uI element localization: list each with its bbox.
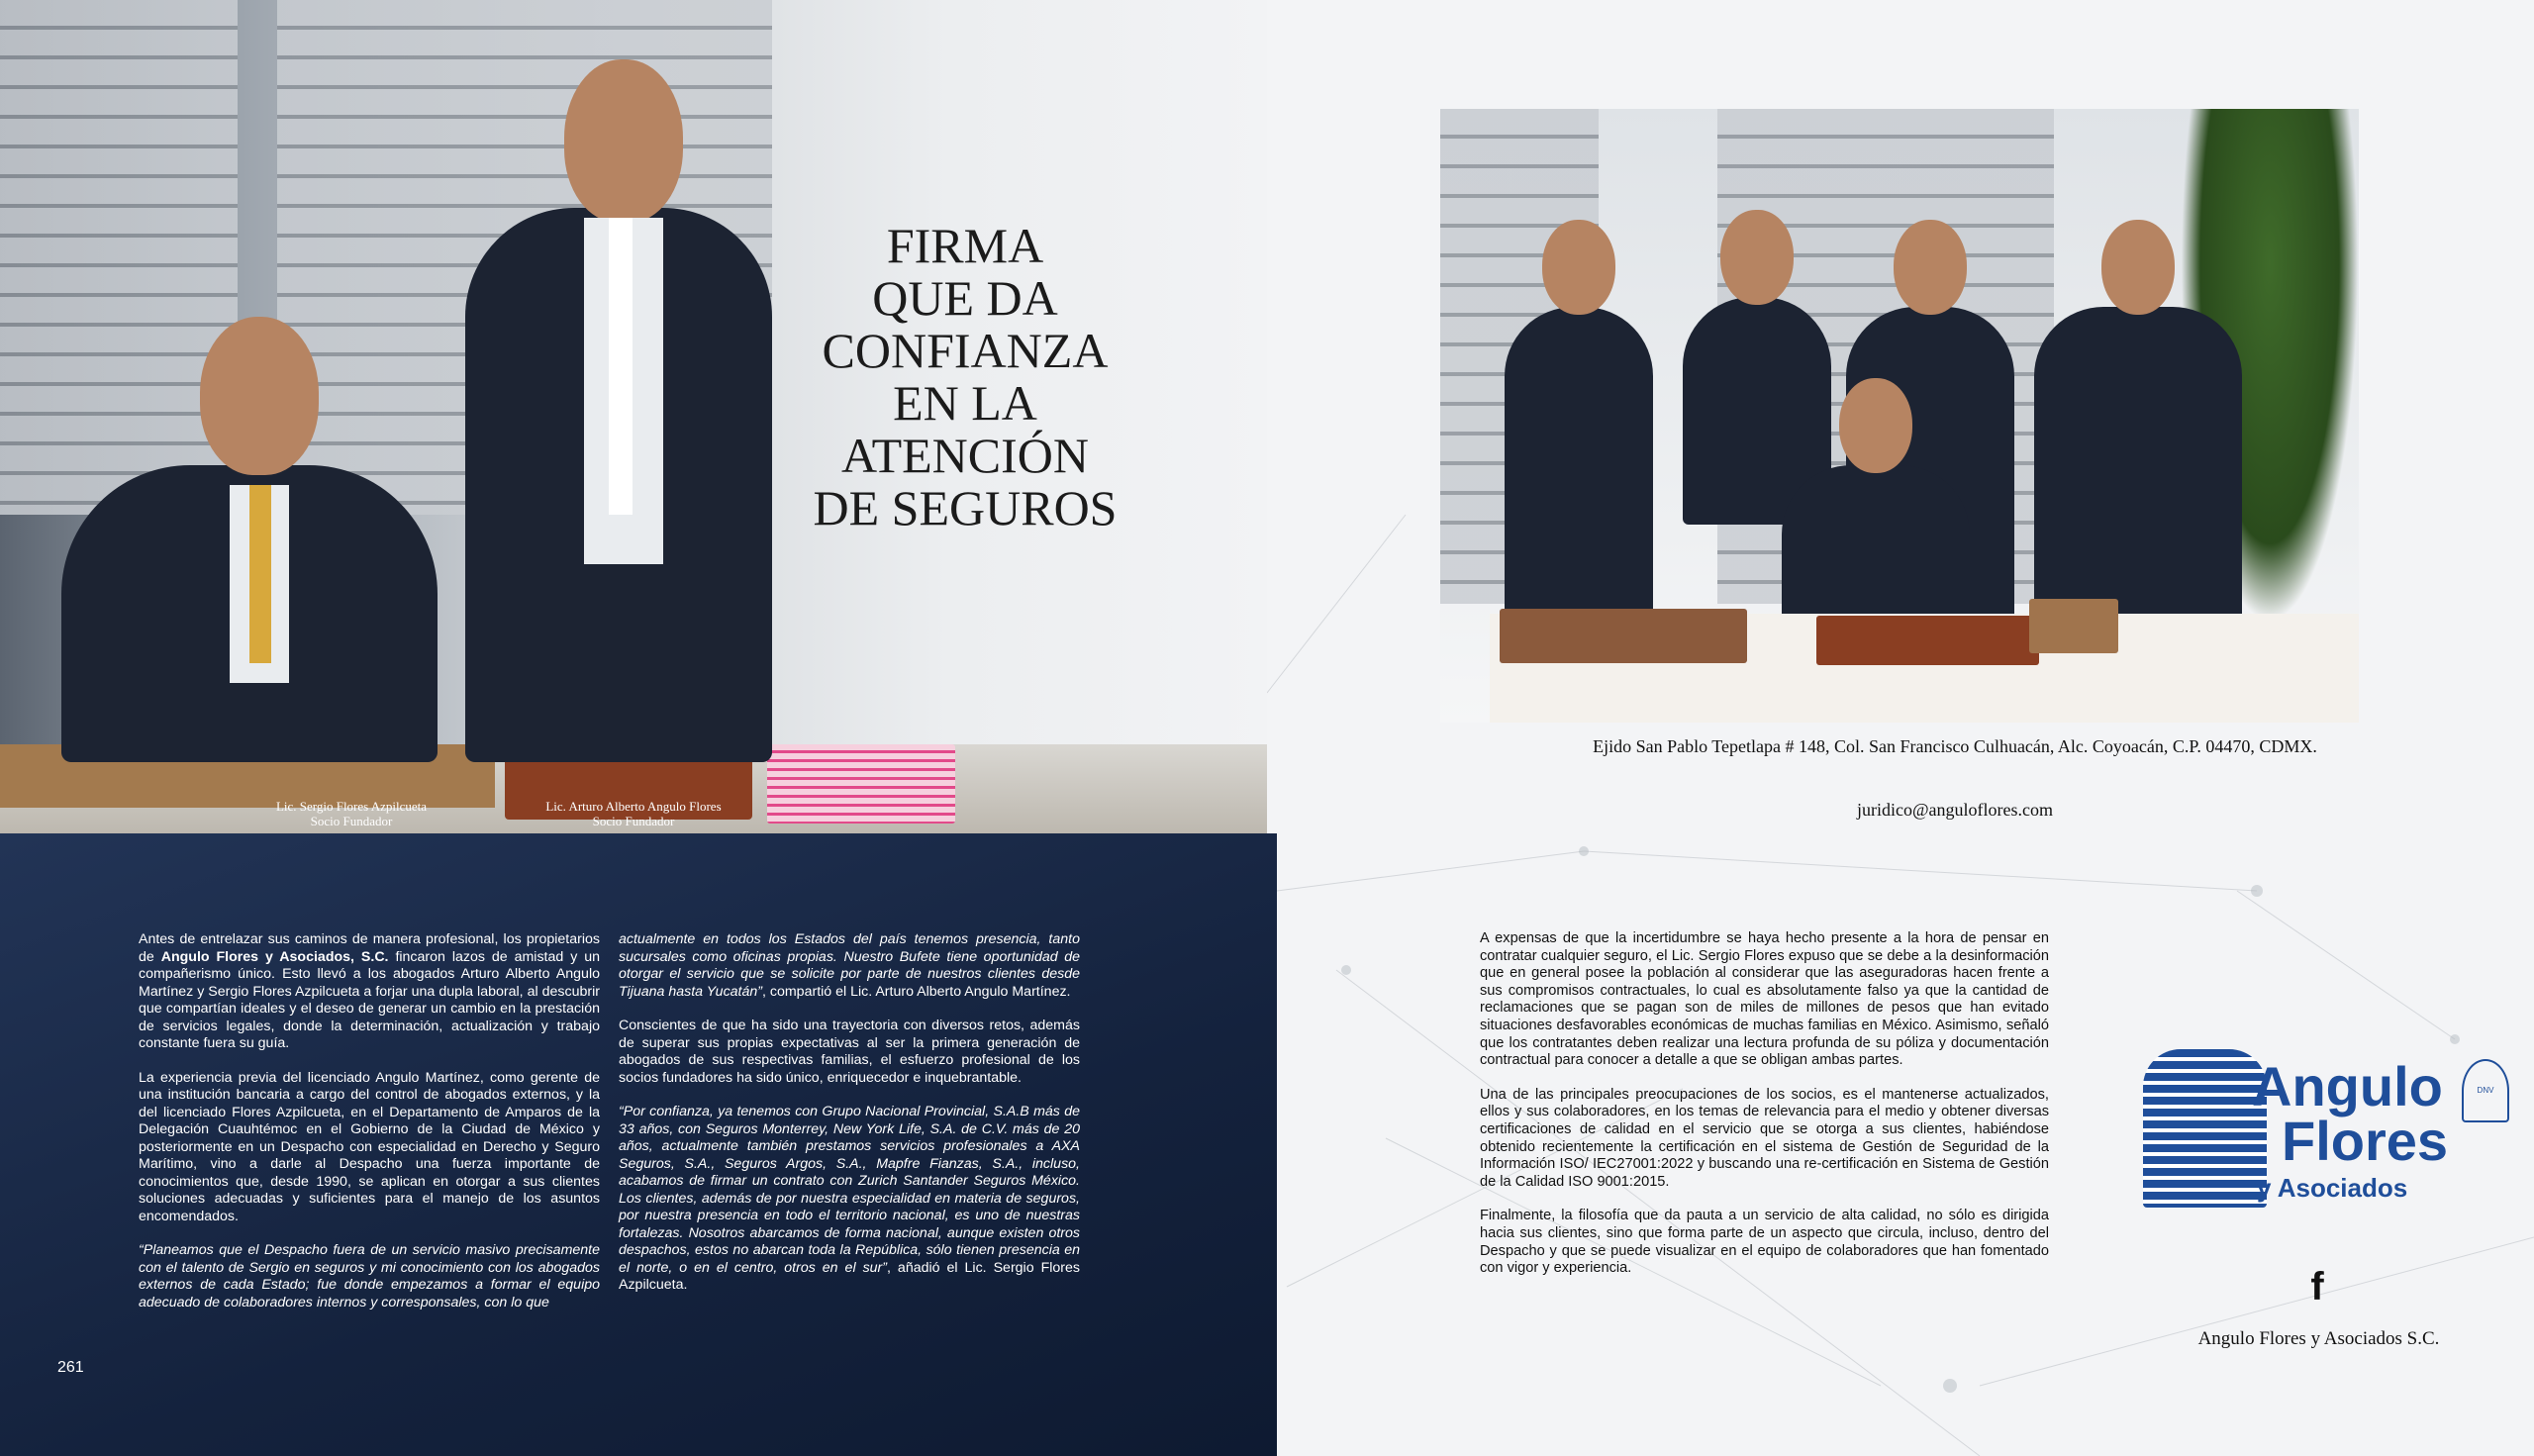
- title-line: EN LA: [893, 375, 1037, 431]
- leather-folder: [1816, 616, 2039, 665]
- leather-folder: [1500, 609, 1747, 663]
- photo-caption-2: [525, 799, 742, 828]
- paragraph: Una de las principales preocupaciones de los socios, es el mantenerse actualizados, ellos y sus colaboradores, en los temas de relevancia para el medio y obtener diversas certificaciones de calidad en el servicio que se otorga a sus clientes, habiéndose obtenido recientemente la certificación en el sistema de Gestión de Seguridad de la Información ISO/ IEC27001:2022 y buscando una re-certificación en Sistema de Gestión de la Calidad ISO 9001:2015.: [1480, 1086, 2049, 1190]
- title-line: ATENCIÓN: [841, 428, 1089, 483]
- book: [2029, 599, 2118, 653]
- window-blinds: [0, 0, 238, 515]
- article-column-left: [139, 931, 600, 1328]
- title-line: FIRMA: [886, 218, 1044, 273]
- logo-text: Angulo: [2252, 1055, 2443, 1117]
- title-line: CONFIANZA: [822, 323, 1109, 378]
- logo-text: y Asociados: [2257, 1173, 2408, 1203]
- founder-seated: [61, 465, 438, 762]
- article-column-middle: [619, 931, 1080, 1311]
- article-title: [782, 220, 1148, 534]
- pink-folder: [767, 744, 955, 824]
- facebook-icon[interactable]: f: [2310, 1265, 2324, 1309]
- team-photo: [1440, 109, 2359, 723]
- founder-standing: [465, 208, 772, 762]
- caption-name: Lic. Sergio Flores Azpilcueta: [275, 799, 428, 814]
- company-name: Angulo Flores y Asociados, S.C.: [160, 948, 389, 965]
- paragraph: Finalmente, la filosofía que da pauta a un servicio de alta calidad, no sólo es dirigida hacia sus clientes, sino que forma parte de un aspecto que circula, incluso, dentro del Despacho y que se puede visualizar en el equipo de colaboradores que han fomentado con vigor y experiencia.: [1480, 1208, 2049, 1277]
- team-member: [2034, 307, 2242, 633]
- company-logo: [2143, 1049, 2509, 1213]
- paragraph: actualmente en todos los Estados del país tenemos presencia, tanto sucursales como oficinas propias. Nuestro Bufete tiene oportunidad de otorgar el servicio que se solicite por parte de nuestros clientes desde Tijuana hasta Yucatán”, compartió el Lic. Arturo Alberto Angulo Martínez.: [619, 931, 1080, 1000]
- paragraph: La experiencia previa del licenciado Angulo Martínez, como gerente de una institución bancaria a cargo del control de abogados externos, y la del licenciado Flores Azpilcueta, en el Departamento de Amparos de la Delegación Cuauhtémoc en el Gobierno de la Ciudad de México y posteriormente en un Despacho con especialidad en Derecho y Seguro Marítimo, vino a darle al Despacho una fuerza importante de conocimientos que, desde 1990, se aplican en otorgar a sus clientes soluciones adecuadas y suficientes para el manejo de los asuntos encomendados.: [139, 1069, 600, 1224]
- paragraph: Conscientes de que ha sido una trayectoria con diversos retos, además de superar sus propias expectativas al ser la primera generación de abogados de sus respectivas familias, el esfuerzo profesional de los socios fundadores ha sido único, enriquecedor e inquebrantable.: [619, 1018, 1080, 1086]
- caption-role: Socio Fundador: [592, 814, 675, 828]
- logo-text: Flores: [2282, 1110, 2449, 1172]
- quote-paragraph: “Planeamos que el Despacho fuera de un servicio masivo precisamente con el talento de Sergio en seguros y mi conocimiento con los abogados externos de cada Estado; fue donde empezamos a formar el equipo adecuado de colaboradores internos y corresponsales, con lo que: [139, 1242, 600, 1310]
- facebook-handle[interactable]: Angulo Flores y Asociados S.C.: [2197, 1328, 2440, 1349]
- photo-caption-1: [243, 799, 460, 828]
- article-column-right: [1480, 930, 2049, 1295]
- certification-seal-icon: DNV: [2462, 1059, 2509, 1122]
- caption-name: Lic. Arturo Alberto Angulo Flores: [545, 799, 722, 814]
- contact-email[interactable]: juridico@anguloflores.com: [1856, 800, 2054, 820]
- paragraph: A expensas de que la incertidumbre se haya hecho presente a la hora de pensar en contratar cualquier seguro, el Lic. Sergio Flores expuso que se debe a la desinformación que en general posee la población al considerar que las aseguradoras hacen frente a sus compromisos contractuales, lo cual es absolutamente falso ya que la cantidad de reclamaciones que se pagan son de miles de millones de pesos que han evitado situaciones desfavorables económicas de muchas familias en México. Asimismo, señaló que los contratantes deben realizar una lectura profunda de su póliza y documentación contractual para conocer a detalle a que se obligan ambas partes.: [1480, 930, 2049, 1069]
- quote-paragraph: “Por confianza, ya tenemos con Grupo Nacional Provincial, S.A.B más de 33 años, con Seguros Monterrey, New York Life, S.A. de C.V. más de 20 años, actualmente también prestamos servicios profesionales a AXA Seguros, S.A., Seguros Argos, S.A., Mapfre Fianzas, S.A., incluso, acabamos de firmar un contrato con Zurich Santander Seguros México. Los clientes, además de por nuestra especialidad en materia de seguros, por nuestra presencia en todo el territorio nacional, es uno de nuestras fortalezas. Nosotros abarcamos de forma nacional, aunque existen otros despachos, estos no abarcan toda la República, sólo tienen presencia en el norte, o en el centro, otros en el sur”, añadió el Lic. Sergio Flores Azpilcueta.: [619, 1104, 1080, 1293]
- logo-emblem-icon: [2143, 1049, 2267, 1208]
- caption-role: Socio Fundador: [310, 814, 393, 828]
- page-number: 261: [57, 1359, 84, 1376]
- office-address: Ejido San Pablo Tepetlapa # 148, Col. San Francisco Culhuacán, Alc. Coyoacán, C.P. 04470, CDMX.: [1593, 736, 2317, 756]
- title-line: QUE DA: [872, 270, 1058, 326]
- paragraph: Antes de entrelazar sus caminos de manera profesional, los propietarios de Angulo Flores y Asociados, S.C. fincaron lazos de amistad y un compañerismo único. Esto llevó a los abogados Arturo Alberto Angulo Martínez y Sergio Flores Azpilcueta a forjar una dupla laboral, al descubrir que compartían ideales y el deseo de generar un cambio en la prestación de servicios legales, donde la determinación, actualización y trabajo constante fuera su guía.: [139, 931, 601, 1051]
- team-member: [1505, 307, 1653, 633]
- title-line: DE SEGUROS: [813, 480, 1118, 535]
